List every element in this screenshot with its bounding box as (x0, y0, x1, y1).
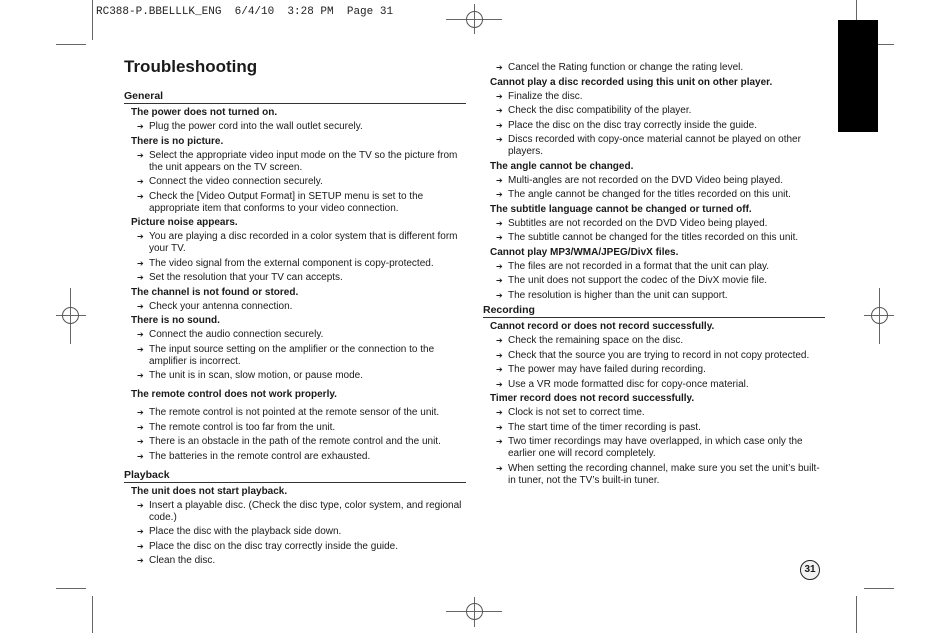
solution-item: ➔ Check the remaining space on the disc. (483, 335, 825, 347)
chapter-tab (838, 20, 878, 132)
solution-item: ➔ The input source setting on the amplifier or the connection to the amplifier is incorrect. (124, 344, 466, 368)
solution-item: ➔ Check the [Video Output Format] in SETUP menu is set to the appropriate item that conforms to your video connection. (124, 191, 466, 215)
solution-item: ➔ There is an obstacle in the path of the remote control and the unit. (124, 436, 466, 448)
solution-item: ➔ Connect the audio connection securely. (124, 329, 466, 341)
problem-heading: The channel is not found or stored. (131, 286, 299, 298)
solution-item: ➔ The start time of the timer recording is past. (483, 422, 825, 434)
problem-heading: The subtitle language cannot be changed or turned off. (490, 203, 752, 215)
solution-item: ➔ The power may have failed during recording. (483, 364, 825, 376)
problem-heading: There is no sound. (131, 315, 220, 326)
solution-item: ➔ Plug the power cord into the wall outlet securely. (124, 121, 466, 133)
problem-heading: The unit does not start playback. (131, 485, 288, 497)
solution-item: ➔ Check that the source you are trying to record in not copy protected. (483, 350, 825, 362)
problem-heading: Timer record does not record successfully. (490, 393, 695, 404)
section-heading: General (124, 90, 466, 104)
solution-item: ➔ The batteries in the remote control are exhausted. (124, 451, 466, 463)
solution-item: ➔ Place the disc on the disc tray correctly inside the guide. (483, 120, 825, 132)
solution-item: ➔ Connect the video connection securely. (124, 176, 466, 188)
problem-heading: Cannot play a disc recorded using this unit on other player. (490, 76, 773, 88)
solution-item: ➔ The unit is in scan, slow motion, or pause mode. (124, 370, 466, 382)
solution-item: ➔ Discs recorded with copy-once material cannot be played on other players. (483, 134, 825, 158)
solution-item: ➔ Finalize the disc. (483, 91, 825, 103)
solution-item: ➔ Check the disc compatibility of the player. (483, 105, 825, 117)
solution-item: ➔ Place the disc with the playback side down. (124, 526, 466, 538)
solution-item: ➔ The video signal from the external component is copy-protected. (124, 258, 466, 270)
page-title: Troubleshooting (124, 57, 258, 76)
section-heading: Playback (124, 469, 466, 483)
right-column (483, 62, 825, 489)
print-header: RC388-P.BBELLLK_ENG 6/4/10 3:28 PM Page 31 (96, 6, 394, 18)
solution-item: ➔ Subtitles are not recorded on the DVD Video being played. (483, 218, 825, 230)
solution-item: ➔ Two timer recordings may have overlapped, in which case only the earlier one will record completely. (483, 436, 825, 460)
solution-item: ➔ The remote control is not pointed at the remote sensor of the unit. (124, 407, 466, 419)
solution-item: ➔ The unit does not support the codec of the DivX movie file. (483, 275, 825, 287)
solution-item: ➔ Clock is not set to correct time. (483, 407, 825, 419)
solution-item: ➔ Check your antenna connection. (124, 301, 466, 313)
left-column (124, 88, 466, 570)
problem-heading: The power does not turned on. (131, 107, 278, 118)
solution-item: ➔ Select the appropriate video input mode on the TV so the picture from the unit appears on the TV screen. (124, 150, 466, 174)
problem-heading: Picture noise appears. (131, 217, 238, 228)
solution-item: ➔ Multi-angles are not recorded on the DVD Video being played. (483, 175, 825, 187)
page-number: 31 (800, 560, 820, 580)
solution-item: ➔ Cancel the Rating function or change the rating level. (483, 62, 825, 74)
solution-item: ➔ Insert a playable disc. (Check the disc type, color system, and regional code.) (124, 500, 466, 524)
problem-heading: The angle cannot be changed. (490, 160, 634, 172)
solution-item: ➔ You are playing a disc recorded in a color system that is different form your TV. (124, 231, 466, 255)
problem-heading: There is no picture. (131, 135, 224, 147)
problem-heading: Cannot play MP3/WMA/JPEG/DivX files. (490, 246, 679, 258)
solution-item: ➔ Clean the disc. (124, 555, 466, 567)
solution-item: ➔ When setting the recording channel, make sure you set the unit’s built-in tuner, not the TV’s built-in tuner. (483, 463, 825, 487)
solution-item: ➔ The subtitle cannot be changed for the titles recorded on this unit. (483, 232, 825, 244)
solution-item: ➔ The angle cannot be changed for the titles recorded on this unit. (483, 189, 825, 201)
solution-item: ➔ The resolution is higher than the unit can support. (483, 290, 825, 302)
section-heading: Recording (483, 304, 825, 318)
problem-heading: The remote control does not work properly. (131, 389, 337, 400)
solution-item: ➔ Use a VR mode formatted disc for copy-once material. (483, 379, 825, 391)
solution-item: ➔ The files are not recorded in a format that the unit can play. (483, 261, 825, 273)
solution-item: ➔ The remote control is too far from the unit. (124, 422, 466, 434)
solution-item: ➔ Set the resolution that your TV can accepts. (124, 272, 466, 284)
solution-item: ➔ Place the disc on the disc tray correctly inside the guide. (124, 541, 466, 553)
problem-heading: Cannot record or does not record successfully. (490, 321, 715, 332)
